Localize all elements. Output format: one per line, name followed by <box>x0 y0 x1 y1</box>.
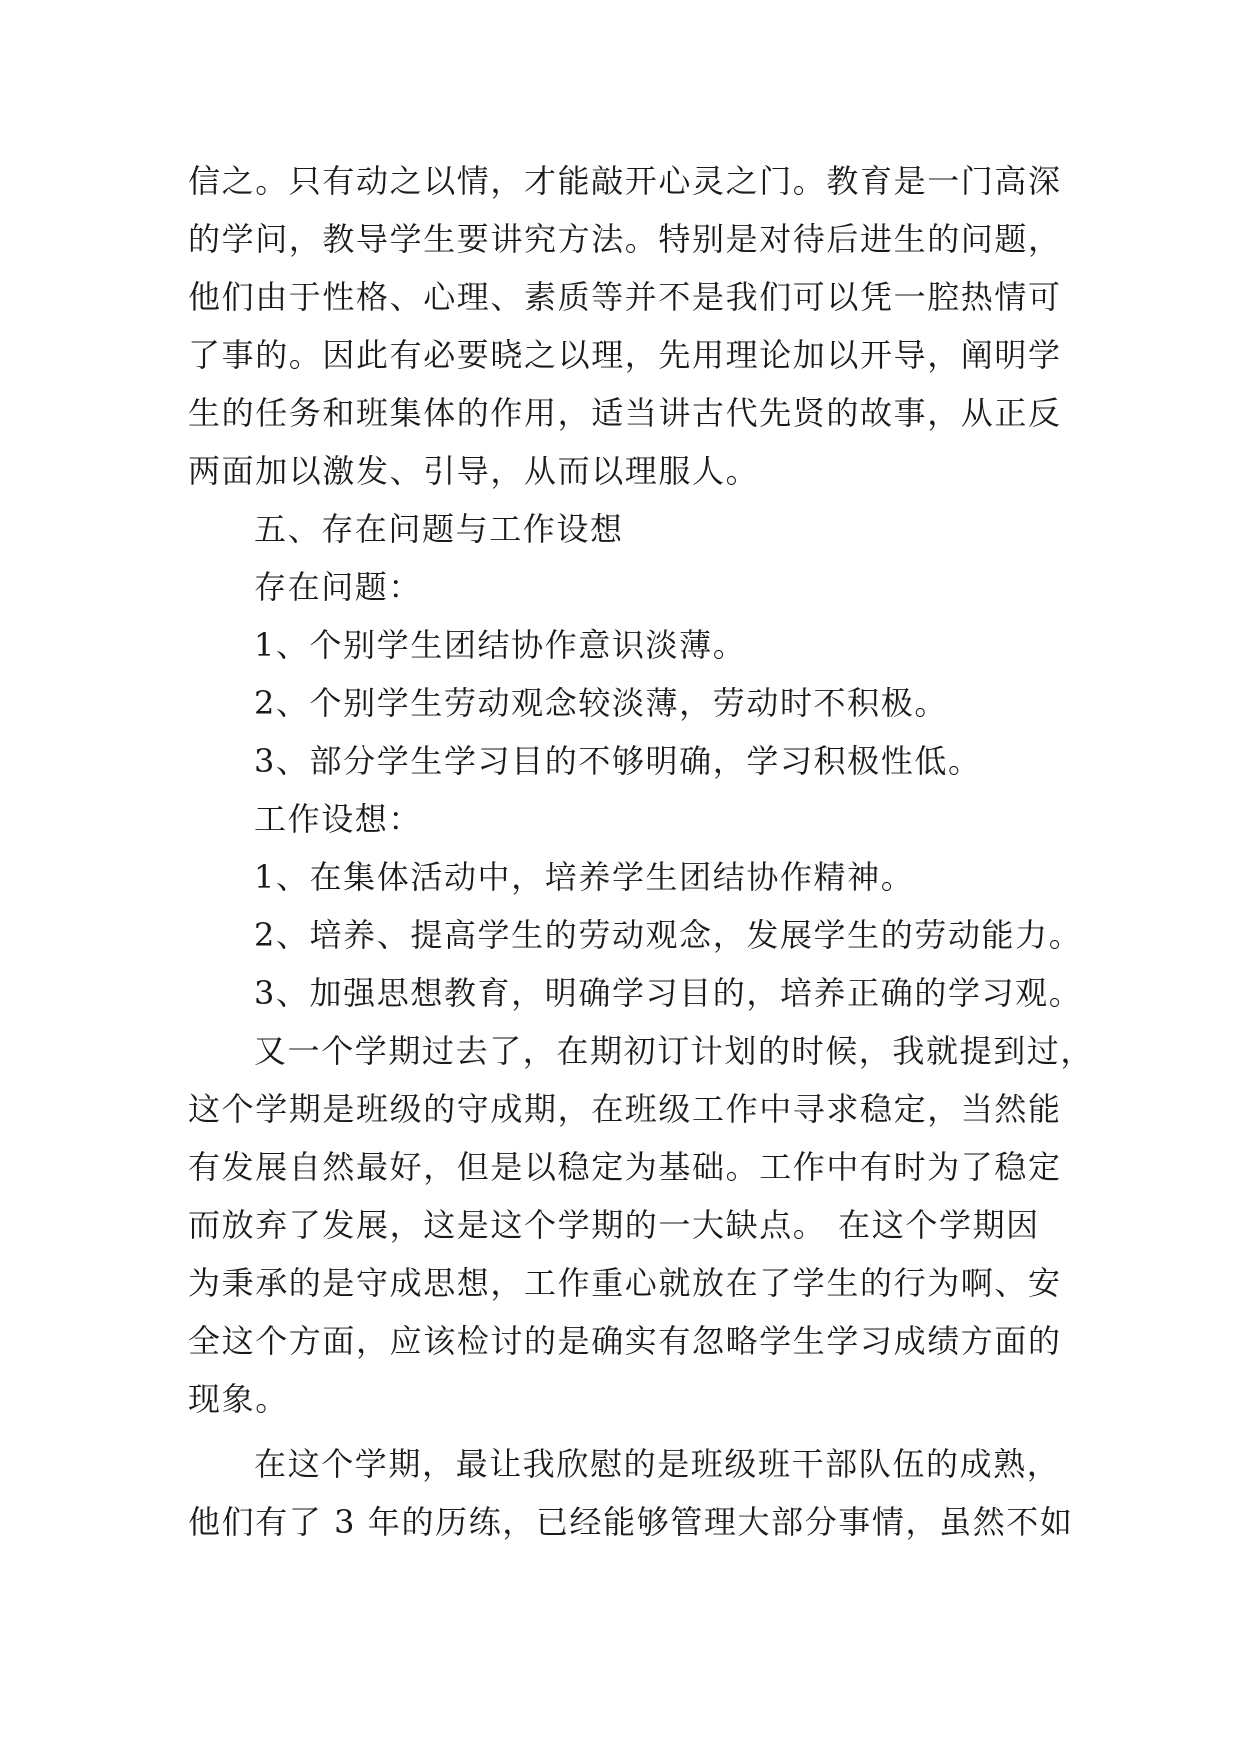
text-line: 生的任务和班集体的作用，适当讲古代先贤的故事，从正反 <box>188 394 1062 432</box>
list-item: 2、个别学生劳动观念较淡薄，劳动时不积极。 <box>254 684 948 722</box>
list-item: 1、个别学生团结协作意识淡薄。 <box>254 626 747 664</box>
text-line: 现象。 <box>188 1380 289 1418</box>
section-heading: 五、存在问题与工作设想 <box>254 510 624 548</box>
text-line: 这个学期是班级的守成期，在班级工作中寻求稳定，当然能 <box>188 1090 1062 1128</box>
text-line: 有发展自然最好，但是以稳定为基础。工作中有时为了稳定 <box>188 1148 1062 1186</box>
text-line: 又一个学期过去了，在期初订计划的时候，我就提到过， <box>254 1032 1095 1070</box>
text-line: 的学问，教导学生要讲究方法。特别是对待后进生的问题， <box>188 220 1062 258</box>
subheading: 工作设想： <box>254 800 423 838</box>
subheading: 存在问题： <box>254 568 423 606</box>
list-item: 2、培养、提高学生的劳动观念，发展学生的劳动能力。 <box>254 916 1083 954</box>
text-line: 了事的。因此有必要晓之以理，先用理论加以开导，阐明学 <box>188 336 1062 374</box>
list-item: 1、在集体活动中，培养学生团结协作精神。 <box>254 858 915 896</box>
text-line: 两面加以激发、引导，从而以理服人。 <box>188 452 760 490</box>
list-item: 3、加强思想教育，明确学习目的，培养正确的学习观。 <box>254 974 1083 1012</box>
text-line: 他们有了 3 年的历练，已经能够管理大部分事情，虽然不如 <box>188 1503 1074 1541</box>
text-line: 全这个方面，应该检讨的是确实有忽略学生学习成绩方面的 <box>188 1322 1062 1360</box>
text-line: 他们由于性格、心理、素质等并不是我们可以凭一腔热情可 <box>188 278 1062 316</box>
list-item: 3、部分学生学习目的不够明确，学习积极性低。 <box>254 742 982 780</box>
text-line: 而放弃了发展，这是这个学期的一大缺点。 在这个学期因 <box>188 1206 1040 1244</box>
text-line: 在这个学期，最让我欣慰的是班级班干部队伍的成熟， <box>254 1445 1061 1483</box>
text-line: 为秉承的是守成思想，工作重心就放在了学生的行为啊、安 <box>188 1264 1062 1302</box>
text-line: 信之。只有动之以情，才能敲开心灵之门。教育是一门高深 <box>188 162 1062 200</box>
